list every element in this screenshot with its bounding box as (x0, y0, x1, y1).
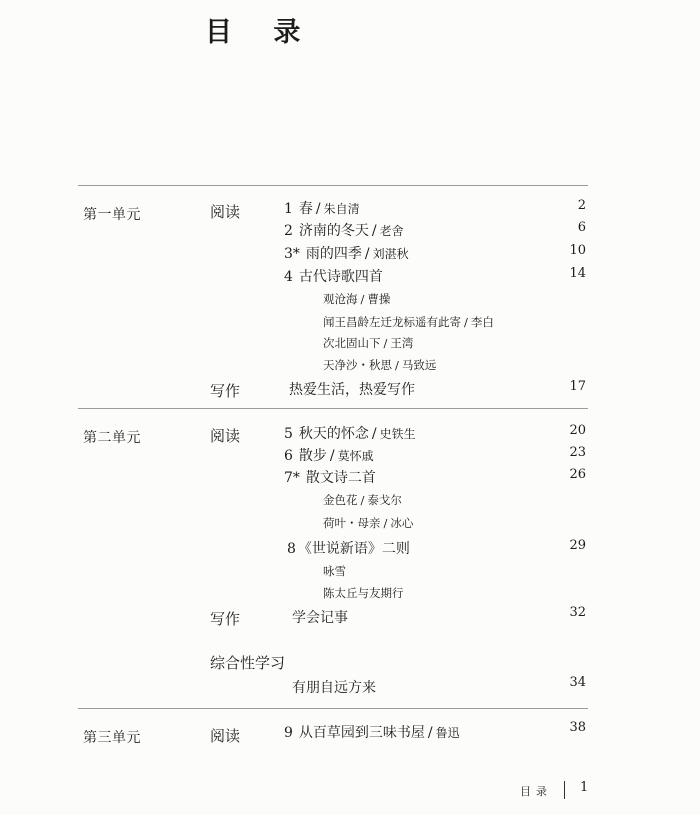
entry-number: 8 (287, 541, 296, 557)
category-reading: 阅读 (210, 727, 241, 745)
poem-title: 金色花 (323, 493, 358, 507)
page-number: 32 (569, 605, 586, 620)
unit-divider (78, 185, 588, 186)
page-number: 29 (569, 538, 586, 553)
entry-author: 史铁生 (379, 427, 416, 441)
page-number: 14 (569, 266, 586, 281)
entry-title: 雨的四季 (305, 246, 362, 262)
page-number: 26 (569, 467, 586, 482)
entry-title: 散文诗二首 (305, 470, 376, 486)
poem-item[interactable] (323, 515, 413, 531)
page-number: 17 (569, 379, 586, 394)
entry-number: 9 (284, 725, 293, 741)
entry-title: 济南的冬天 (298, 223, 369, 239)
toc-entry[interactable] (287, 538, 410, 558)
unit-divider (78, 408, 588, 409)
entry-author: 老舍 (379, 224, 404, 238)
separator: / (383, 336, 388, 350)
unit-name: 第一单元 (83, 207, 141, 223)
footer-divider (564, 781, 565, 799)
toc-entry[interactable] (284, 467, 376, 487)
separator: / (371, 426, 377, 442)
entry-number: 2 (284, 223, 293, 239)
poem-item[interactable] (323, 357, 436, 373)
poem-title: 观沧海 (323, 292, 358, 306)
writing-title[interactable]: 热爱生活，热爱写作 (289, 382, 415, 398)
footer-page-number: 1 (580, 780, 589, 795)
page-number: 10 (569, 243, 586, 258)
category-writing: 写作 (210, 382, 241, 400)
unit-name: 第二单元 (83, 430, 141, 446)
poem-author: 冰心 (390, 516, 414, 530)
separator: / (329, 448, 335, 464)
page-number: 34 (569, 675, 586, 690)
poem-title: 荷叶・母亲 (323, 516, 381, 530)
entry-title: 散步 (298, 448, 327, 464)
toc-entry[interactable] (284, 220, 404, 240)
poem-title: 天净沙・秋思 (323, 358, 392, 372)
entry-title: 《世说新语》二则 (297, 541, 410, 557)
poem-author: 曹操 (367, 292, 391, 306)
poem-title: 闻王昌龄左迁龙标遥有此寄 (323, 315, 461, 329)
toc-entry[interactable] (284, 243, 409, 263)
separator: / (427, 725, 433, 741)
sub-item[interactable]: 陈太丘与友期行 (323, 586, 404, 600)
entry-title: 从百草园到三味书屋 (298, 725, 425, 741)
category-reading: 阅读 (210, 203, 241, 221)
separator: / (395, 358, 399, 372)
poem-author: 李白 (470, 315, 494, 329)
poem-item[interactable] (323, 335, 413, 351)
separator: / (383, 516, 388, 530)
separator: / (360, 292, 365, 306)
entry-number: 5 (284, 426, 293, 442)
page-number: 38 (569, 720, 586, 735)
category-reading: 阅读 (210, 427, 241, 445)
poem-author: 王湾 (390, 336, 414, 350)
entry-number: 7* (284, 470, 300, 486)
sub-item[interactable]: 咏雪 (323, 564, 346, 578)
poem-author: 马致远 (401, 358, 437, 372)
poem-item[interactable] (323, 291, 390, 307)
category-comprehensive: 综合性学习 (210, 654, 286, 672)
separator: / (364, 246, 370, 262)
toc-entry[interactable] (284, 423, 416, 443)
toc-entry[interactable] (284, 266, 383, 286)
writing-title[interactable]: 学会记事 (292, 610, 348, 626)
unit-name: 第三单元 (83, 730, 141, 746)
unit-divider (78, 708, 588, 709)
entry-title: 秋天的怀念 (298, 426, 369, 442)
entry-number: 6 (284, 448, 293, 464)
separator: / (464, 315, 468, 329)
footer-label: 目录 (520, 785, 552, 798)
page-number: 6 (577, 220, 586, 235)
entry-author: 朱自清 (323, 202, 360, 216)
entry-title: 春 (298, 201, 313, 217)
poem-title: 次北固山下 (323, 336, 381, 350)
comprehensive-title[interactable]: 有朋自远方来 (292, 680, 376, 696)
toc-entry[interactable] (284, 198, 360, 218)
poem-author: 泰戈尔 (367, 493, 402, 507)
entry-author: 刘湛秋 (372, 247, 409, 261)
page-number: 2 (577, 198, 586, 213)
category-writing: 写作 (210, 610, 241, 628)
entry-number: 3* (284, 246, 300, 262)
page-number: 20 (569, 423, 586, 438)
entry-number: 4 (284, 269, 293, 285)
separator: / (315, 201, 321, 217)
entry-author: 鲁迅 (435, 726, 460, 740)
page-number: 23 (569, 445, 586, 460)
poem-item[interactable] (323, 492, 402, 508)
poem-item[interactable] (323, 314, 494, 330)
separator: / (371, 223, 377, 239)
entry-author: 莫怀戚 (337, 449, 374, 463)
entry-number: 1 (284, 201, 293, 217)
page-title: 目 录 (205, 17, 317, 48)
entry-title: 古代诗歌四首 (298, 269, 383, 285)
toc-entry[interactable] (284, 445, 374, 465)
separator: / (360, 493, 365, 507)
toc-entry[interactable] (284, 722, 460, 742)
